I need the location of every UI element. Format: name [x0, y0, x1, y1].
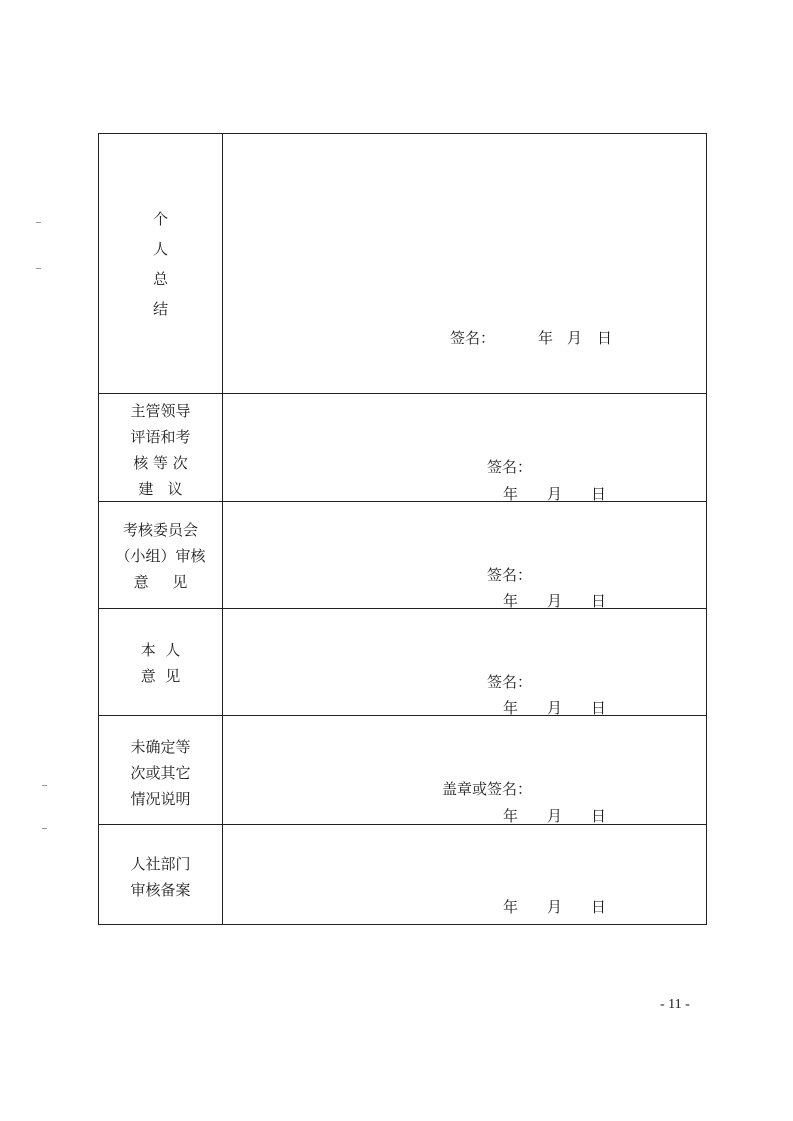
label-line: （小组）审核: [115, 547, 206, 565]
row-label-committee-review: [99, 517, 222, 595]
row-label-personal-opinion: [99, 637, 222, 689]
seal-or-signature-label: 盖章或签名：: [442, 780, 533, 798]
date-day: 日: [591, 699, 607, 717]
label-line: 总: [152, 270, 168, 288]
label-line: 未确定等: [130, 738, 191, 756]
date-day: 日: [591, 807, 607, 825]
date-day: 日: [591, 485, 607, 503]
label-line: 考核委员会: [122, 521, 198, 539]
margin-mark: [42, 828, 47, 829]
date-year: 年: [538, 329, 554, 347]
label-line: 结: [152, 300, 168, 318]
row-leader-comments: [99, 393, 706, 502]
label-line: 评语和考: [130, 428, 191, 446]
date-day: 日: [591, 898, 607, 916]
row-label-other-notes: [99, 734, 222, 812]
label-line: 审核备案: [130, 881, 191, 899]
label-line: 人: [152, 240, 168, 258]
date-year: 年: [503, 898, 519, 916]
signature-label: 签名：: [450, 329, 496, 347]
margin-mark: [42, 785, 47, 786]
column-divider: [222, 609, 223, 716]
margin-mark: [36, 222, 41, 223]
date-year: 年: [503, 699, 519, 717]
label-line: 本 人: [140, 641, 181, 659]
row-personal-summary: [99, 134, 706, 393]
date-month: 月: [547, 898, 563, 916]
label-line: 人社部门: [130, 855, 191, 873]
signature-label: 签名：: [487, 566, 533, 584]
label-line: 次或其它: [130, 764, 191, 782]
margin-mark: [36, 268, 41, 269]
row-hr-filing: [99, 824, 706, 925]
row-other-notes: [99, 715, 706, 825]
label-line: 意 见: [140, 667, 181, 685]
date-year: 年: [503, 485, 519, 503]
date-year: 年: [503, 807, 519, 825]
row-label-leader-comments: [99, 398, 222, 502]
date-month: 月: [547, 699, 563, 717]
assessment-form-table: [98, 133, 707, 925]
label-line: 意 见: [133, 573, 188, 591]
date-day: 日: [597, 329, 613, 347]
date-day: 日: [591, 592, 607, 610]
row-label-personal-summary: [99, 204, 222, 324]
signature-label: 签名：: [487, 458, 533, 476]
column-divider: [222, 134, 223, 393]
row-label-hr-filing: [99, 851, 222, 903]
label-line: 主管领导: [130, 402, 191, 420]
column-divider: [222, 716, 223, 825]
column-divider: [222, 394, 223, 502]
row-personal-opinion: [99, 608, 706, 716]
column-divider: [222, 502, 223, 609]
date-month: 月: [547, 807, 563, 825]
date-year: 年: [503, 592, 519, 610]
row-committee-review: [99, 501, 706, 609]
label-line: 个: [152, 210, 168, 228]
label-line: 情况说明: [130, 790, 191, 808]
signature-label: 签名：: [487, 673, 533, 691]
label-line: 核 等 次: [133, 454, 188, 472]
date-month: 月: [547, 592, 563, 610]
label-line: 建 议: [138, 480, 183, 498]
page-number: - 11 -: [660, 997, 690, 1012]
date-month: 月: [547, 485, 563, 503]
column-divider: [222, 825, 223, 925]
date-month: 月: [567, 329, 583, 347]
